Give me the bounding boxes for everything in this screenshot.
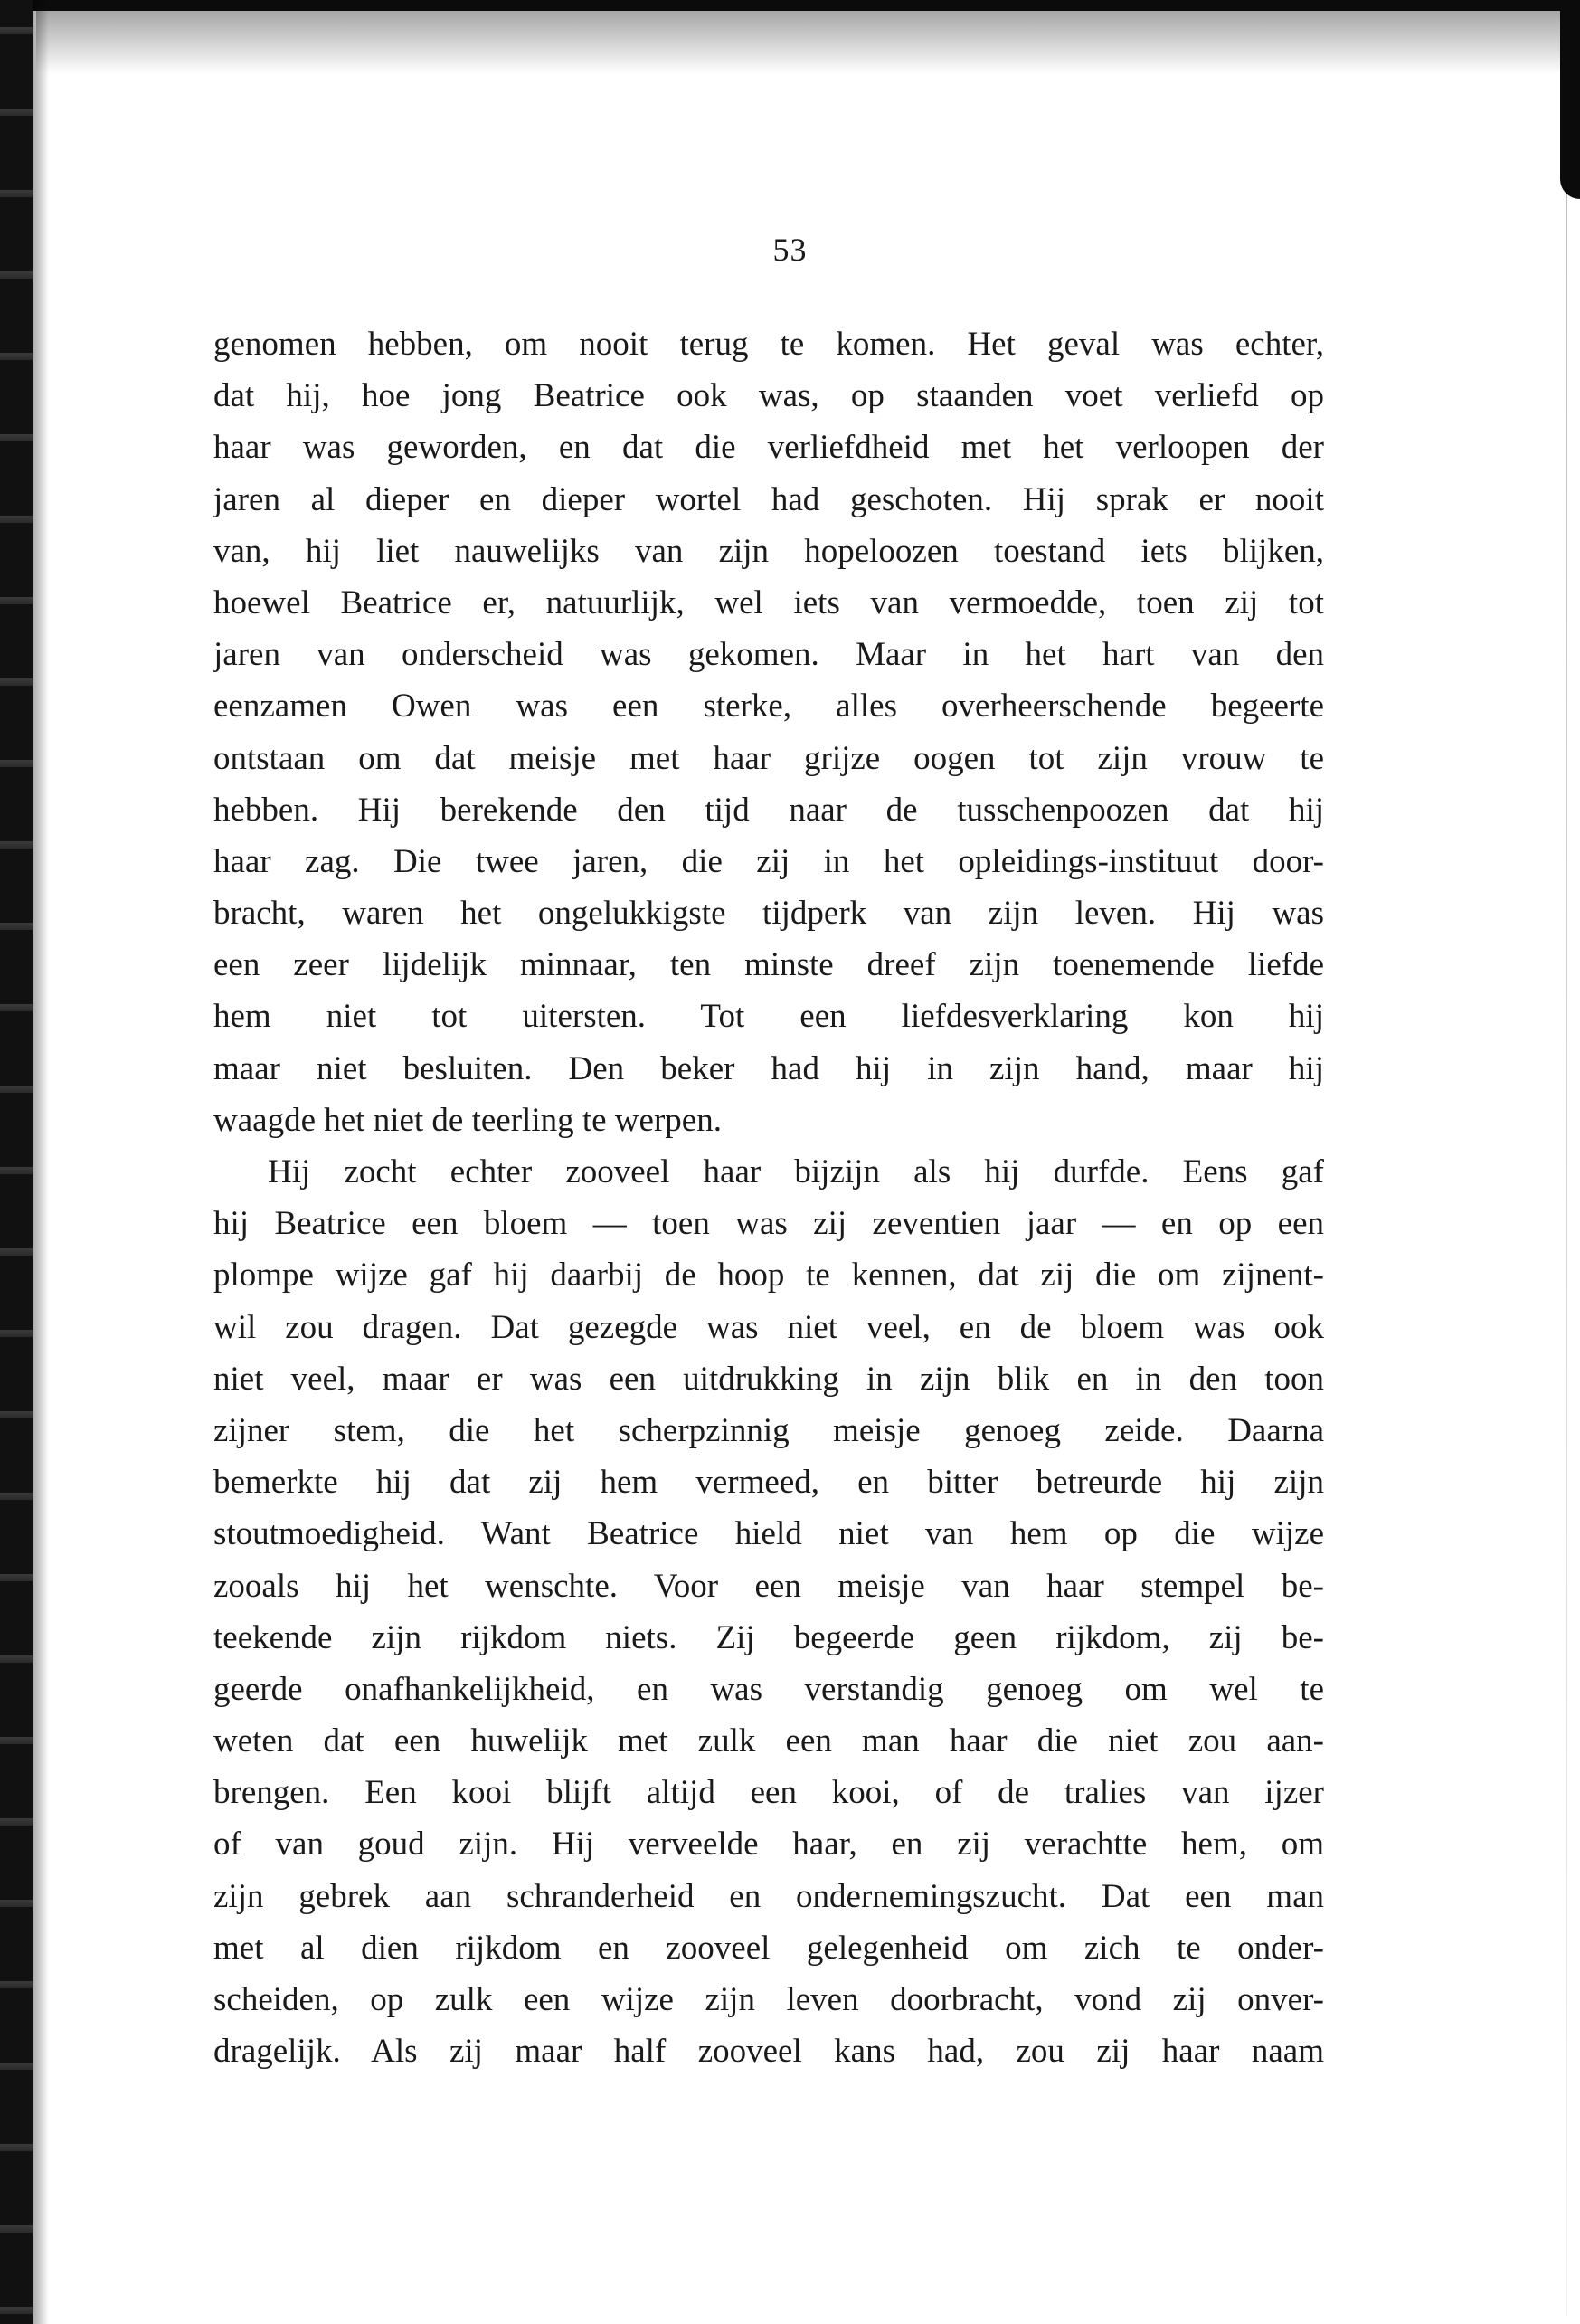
scan-border-top bbox=[0, 0, 1580, 11]
text-line: brengen. Een kooi blijft altijd een kooi, of de tralies van ijzer bbox=[213, 1774, 1324, 1812]
text-line: ontstaan om dat meisje met haar grijze oogen tot zijn vrouw te bbox=[213, 739, 1324, 777]
text-line: weten dat een huwelijk met zulk een man haar die niet zou aan- bbox=[213, 1722, 1324, 1760]
text-line: of van goud zijn. Hij verveelde haar, en zij verachtte hem, om bbox=[213, 1826, 1324, 1864]
text-line: jaren al dieper en dieper wortel had geschoten. Hij sprak er nooit bbox=[213, 480, 1324, 518]
text-line: wil zou dragen. Dat gezegde was niet veel, en de bloem was ook bbox=[213, 1308, 1324, 1346]
text-line: Hij zocht echter zooveel haar bijzijn als hij durfde. Eens gaf bbox=[268, 1153, 1324, 1190]
text-line: met al dien rijkdom en zooveel gelegenheid om zich te onder- bbox=[213, 1929, 1324, 1967]
text-line: hebben. Hij berekende den tijd naar de tusschenpoozen dat hij bbox=[213, 791, 1324, 829]
text-line: hij Beatrice een bloem — toen was zij zeventien jaar — en op een bbox=[213, 1205, 1324, 1243]
text-line: bemerkte hij dat zij hem vermeed, en bitter betreurde hij zijn bbox=[213, 1464, 1324, 1502]
body-text bbox=[213, 318, 1324, 2077]
scan-border-left bbox=[0, 0, 33, 2324]
text-line: jaren van onderscheid was gekomen. Maar in het hart van den bbox=[213, 636, 1324, 674]
text-line: zijner stem, die het scherpzinnig meisje genoeg zeide. Daarna bbox=[213, 1411, 1324, 1449]
scan-shadow-top bbox=[36, 11, 1565, 74]
text-line: een zeer lijdelijk minnaar, ten minste dreef zijn toenemende liefde bbox=[213, 946, 1324, 984]
scan-border-right bbox=[1560, 0, 1580, 199]
text-line: dat hij, hoe jong Beatrice ook was, op staanden voet verliefd op bbox=[213, 377, 1324, 415]
text-line: dragelijk. Als zij maar half zooveel kans had, zou zij haar naam bbox=[213, 2033, 1324, 2071]
text-line: niet veel, maar er was een uitdrukking in zijn blik en in den toon bbox=[213, 1360, 1324, 1398]
text-line: zooals hij het wenschte. Voor een meisje van haar stempel be- bbox=[213, 1567, 1324, 1605]
text-line: stoutmoedigheid. Want Beatrice hield niet van hem op die wijze bbox=[213, 1515, 1324, 1553]
page-number: 53 bbox=[772, 232, 808, 268]
text-line: bracht, waren het ongelukkigste tijdperk van zijn leven. Hij was bbox=[213, 895, 1324, 933]
text-line: hem niet tot uitersten. Tot een liefdesverklaring kon hij bbox=[213, 998, 1324, 1036]
text-line: plompe wijze gaf hij daarbij de hoop te kennen, dat zij die om zijnent- bbox=[213, 1257, 1324, 1295]
text-line: hoewel Beatrice er, natuurlijk, wel iets van vermoedde, toen zij tot bbox=[213, 583, 1324, 621]
text-line: haar zag. Die twee jaren, die zij in het opleidings-instituut door- bbox=[213, 842, 1324, 880]
text-line: genomen hebben, om nooit terug te komen. Het geval was echter, bbox=[213, 326, 1324, 363]
text-line: waagde het niet de teerling te werpen. bbox=[213, 1101, 722, 1139]
text-line: eenzamen Owen was een sterke, alles overheerschende begeerte bbox=[213, 688, 1324, 726]
text-line: haar was geworden, en dat die verliefdheid met het verloopen der bbox=[213, 429, 1324, 467]
text-line: geerde onafhankelijkheid, en was verstandig genoeg om wel te bbox=[213, 1670, 1324, 1708]
scan-shadow-right bbox=[1566, 181, 1567, 2316]
text-line: teekende zijn rijkdom niets. Zij begeerde geen rijkdom, zij be- bbox=[213, 1618, 1324, 1656]
text-line: scheiden, op zulk een wijze zijn leven doorbracht, vond zij onver- bbox=[213, 1981, 1324, 2018]
scan-shadow-left bbox=[33, 0, 49, 2324]
text-line: zijn gebrek aan schranderheid en ondernemingszucht. Dat een man bbox=[213, 1877, 1324, 1915]
text-line: maar niet besluiten. Den beker had hij in zijn hand, maar hij bbox=[213, 1049, 1324, 1087]
text-line: van, hij liet nauwelijks van zijn hopeloozen toestand iets blijken, bbox=[213, 532, 1324, 570]
